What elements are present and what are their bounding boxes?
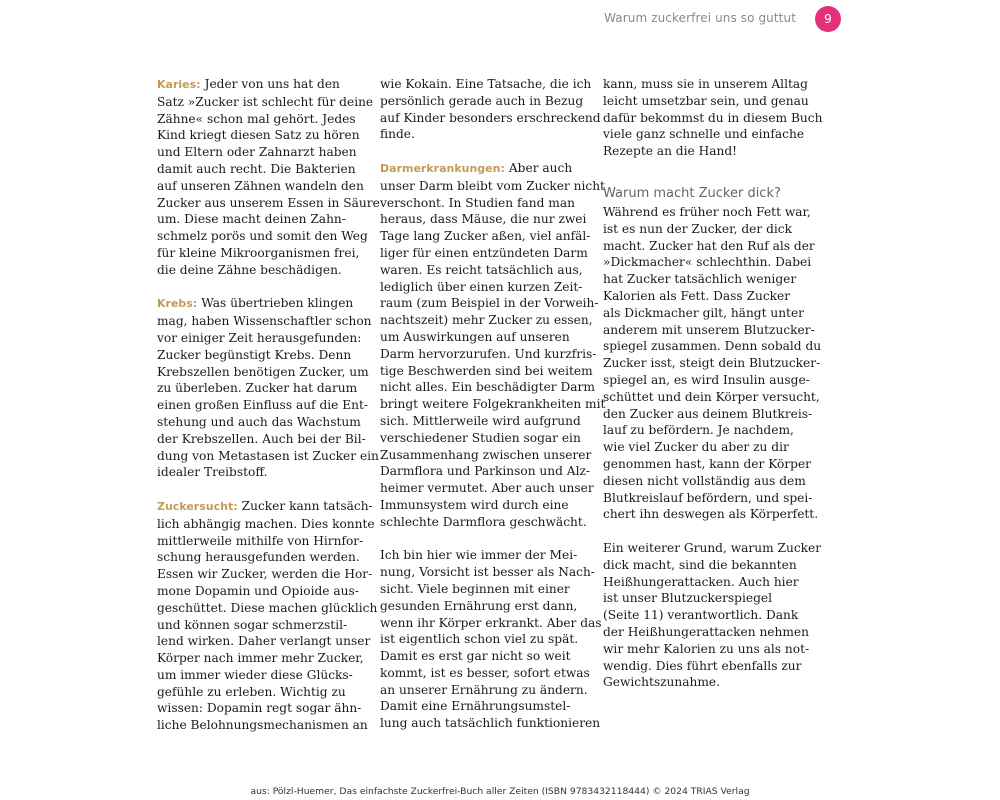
- line-text: kommt, ist es besser, sofort etwas: [380, 665, 590, 680]
- line-text: lung auch tatsächlich funktionieren: [380, 716, 601, 731]
- text-line: [157, 127, 360, 144]
- text-line: [603, 439, 797, 456]
- line-text: finde.: [380, 127, 415, 142]
- line-text: chert ihn deswegen als Körperfett.: [603, 507, 819, 522]
- line-text: Jeder von uns hat den: [204, 77, 340, 91]
- line-text: sicht. Viele beginnen mit einer: [380, 581, 570, 596]
- text-line: [603, 76, 808, 93]
- line-text: liche Belohnungsmechanismen an: [157, 718, 368, 733]
- line-text: lend wirken. Daher verlangt unser: [157, 634, 371, 649]
- line-text: heraus, dass Mäuse, die nur zwei: [380, 212, 587, 227]
- line-text: Rezepte an die Hand!: [603, 144, 738, 159]
- text-line: [380, 447, 592, 464]
- text-column-2: [380, 76, 606, 732]
- line-text: wir mehr Kalorien zu uns als not-: [603, 641, 810, 656]
- text-line: [157, 178, 364, 195]
- line-text: wenn ihr Körper erkrankt. Aber das: [380, 615, 602, 630]
- text-line: [157, 700, 362, 717]
- line-text: lauf zu befördern. Je nachdem,: [603, 423, 794, 438]
- text-line: [157, 144, 357, 161]
- text-line: [380, 396, 606, 413]
- line-text: waren. Es reicht tatsächlich aus,: [380, 262, 583, 277]
- line-text: Zähne« schon mal gehört. Jedes: [157, 111, 356, 126]
- line-text: lich abhängig machen. Dies konnte: [157, 516, 375, 531]
- text-line: [380, 413, 581, 430]
- line-text: wendig. Dies führt ebenfalls zur: [603, 658, 802, 673]
- line-text: der Heißhungerattacken nehmen: [603, 624, 809, 639]
- line-text: Ich bin hier wie immer der Mei-: [380, 548, 578, 563]
- text-line: [603, 624, 809, 641]
- line-text: dung von Metastasen ist Zucker ein: [157, 448, 379, 463]
- text-line: [380, 715, 601, 732]
- line-text: spiegel zusammen. Denn sobald du: [603, 339, 822, 354]
- text-line: [603, 540, 822, 557]
- line-text: ist unser Blutzuckerspiegel: [603, 591, 772, 606]
- text-line: [603, 607, 797, 624]
- text-line: [157, 295, 357, 313]
- line-text: dafür bekommst du in diesem Buch: [603, 110, 823, 125]
- text-line: [157, 414, 361, 431]
- text-column-1: [157, 76, 380, 734]
- text-line: [603, 338, 822, 355]
- text-line: [157, 717, 368, 734]
- line-text: vor einiger Zeit herausgefunden:: [157, 330, 362, 345]
- line-text: auf Kinder besonders erschreckend: [380, 110, 601, 125]
- paragraph-vorsicht: [380, 547, 602, 732]
- line-text: auf unseren Zähnen wandeln den: [157, 178, 364, 193]
- keyword-label: Zuckersucht:: [157, 499, 238, 513]
- paragraph-zuckersucht: [157, 498, 378, 734]
- text-line: [157, 583, 357, 600]
- line-text: nachtszeit) mehr Zucker zu essen,: [380, 313, 593, 328]
- text-line: [380, 463, 591, 480]
- line-text: liger für einen entzündeten Darm: [380, 245, 588, 260]
- text-line: [157, 313, 372, 330]
- text-line: [380, 615, 602, 632]
- text-line: [157, 94, 374, 111]
- text-line: [157, 533, 364, 550]
- line-text: und können sogar schmerzstil-: [157, 617, 348, 632]
- line-text: Was übertrieben klingen: [201, 296, 354, 311]
- text-line: [380, 547, 578, 564]
- text-line: [157, 633, 371, 650]
- text-line: [380, 76, 592, 93]
- text-line: [603, 355, 821, 372]
- paragraph-darmerkrankungen: [380, 160, 606, 531]
- text-line: [380, 329, 578, 346]
- line-text: stehung und auch das Wachstum: [157, 414, 361, 429]
- text-line: [603, 456, 811, 473]
- line-text: Tage lang Zucker aßen, viel anfäl-: [380, 229, 591, 244]
- keyword-label: Karies:: [157, 78, 201, 91]
- line-text: nicht alles. Ein beschädigter Darm: [380, 380, 595, 395]
- text-line: [380, 195, 578, 212]
- text-line: [603, 506, 819, 523]
- text-line: [380, 245, 588, 262]
- text-line: [157, 498, 373, 516]
- line-text: Immunsystem wird durch eine: [380, 497, 569, 512]
- running-head-title: Warum zuckerfrei uns so guttut: [604, 11, 796, 25]
- line-text: die deine Zähne beschädigen.: [157, 262, 342, 277]
- text-line: [603, 473, 806, 490]
- section-heading: Warum macht Zucker dick?: [603, 185, 781, 201]
- paragraph-rezepte-continuation: [603, 76, 823, 160]
- line-text: Während es früher noch Fett war,: [603, 204, 811, 219]
- line-text: den Zucker aus deinem Blutkreis-: [603, 406, 813, 421]
- text-line: [603, 271, 797, 288]
- footer-credit: aus: Pölzl-Huemer, Das einfachste Zuckerfrei-Buch aller Zeiten (ISBN 9783432118444) © 2024 TRIAS Verlag: [250, 786, 750, 797]
- paragraph-dickmacher: [603, 204, 822, 523]
- text-line: [157, 245, 360, 262]
- text-line: [603, 126, 805, 143]
- text-line: [157, 111, 357, 128]
- line-text: Satz »Zucker ist schlecht für deine: [157, 94, 374, 109]
- line-text: Damit es erst gar nicht so weit: [380, 649, 571, 664]
- line-text: schlechte Darmflora geschwächt.: [380, 514, 587, 529]
- text-line: [380, 178, 605, 195]
- line-text: an unserer Ernährung zu ändern.: [380, 682, 588, 697]
- line-text: Aber auch: [508, 160, 573, 175]
- line-text: Kalorien als Fett. Dass Zucker: [603, 288, 791, 303]
- keyword-label: Darmerkrankungen:: [380, 161, 505, 175]
- text-line: [157, 364, 369, 381]
- paragraph-heisshunger: [603, 540, 822, 691]
- line-text: mittlerweile mithilfe von Hirnfor-: [157, 533, 364, 548]
- text-line: [380, 514, 587, 531]
- text-line: [603, 490, 813, 507]
- line-text: Blutkreislauf befördern, und spei-: [603, 490, 813, 505]
- text-line: [603, 422, 797, 439]
- line-text: Zucker begünstigt Krebs. Denn: [157, 347, 352, 362]
- text-line: [380, 363, 593, 380]
- line-text: Darm hervorzurufen. Und kurzfris-: [380, 346, 597, 361]
- text-line: [603, 305, 804, 322]
- line-text: einen großen Einfluss auf die Ent-: [157, 398, 368, 413]
- text-line: [157, 161, 357, 178]
- text-line: [157, 211, 357, 228]
- line-text: gesunden Ernährung erst dann,: [380, 598, 578, 613]
- text-line: [380, 480, 594, 497]
- text-line: [603, 574, 797, 591]
- text-line: [380, 682, 588, 699]
- text-line: [157, 516, 375, 533]
- text-line: [380, 279, 583, 296]
- line-text: viele ganz schnelle und einfache: [603, 127, 805, 142]
- line-text: genommen hast, kann der Körper: [603, 456, 811, 471]
- text-line: [157, 380, 357, 397]
- text-line: [380, 346, 597, 363]
- text-line: [380, 211, 587, 228]
- text-line: [380, 110, 601, 127]
- text-line: [603, 674, 797, 691]
- text-line: [157, 617, 357, 634]
- line-text: sich. Mittlerweile wird aufgrund: [380, 413, 581, 428]
- line-text: Essen wir Zucker, werden die Hor-: [157, 567, 373, 582]
- line-text: Krebszellen benötigen Zucker, um: [157, 364, 369, 379]
- text-line: [603, 372, 810, 389]
- text-line: [157, 76, 357, 94]
- line-text: Damit eine Ernährungsumstel-: [380, 699, 571, 714]
- line-text: Zucker isst, steigt dein Blutzucker-: [603, 356, 821, 371]
- line-text: Zucker aus unserem Essen in Säure: [157, 195, 380, 210]
- text-line: [603, 254, 812, 271]
- line-text: der Krebszellen. Auch bei der Bil-: [157, 431, 366, 446]
- text-line: [603, 110, 823, 127]
- text-line: [157, 397, 368, 414]
- line-text: für kleine Mikroorganismen frei,: [157, 245, 360, 260]
- text-line: [603, 238, 815, 255]
- text-line: [157, 448, 379, 465]
- paragraph-krebs: [157, 295, 379, 481]
- text-line: [380, 160, 578, 178]
- text-line: [603, 389, 820, 406]
- text-line: [380, 228, 591, 245]
- text-line: [157, 228, 368, 245]
- line-text: damit auch recht. Die Bakterien: [157, 161, 356, 176]
- text-line: [603, 204, 811, 221]
- line-text: hat Zucker tatsächlich weniger: [603, 272, 797, 287]
- line-text: raum (zum Beispiel in der Vorweih-: [380, 296, 599, 311]
- line-text: heimer vermutet. Aber auch unser: [380, 481, 594, 496]
- line-text: wie Kokain. Eine Tatsache, die ich: [380, 77, 592, 91]
- keyword-label: Krebs:: [157, 297, 198, 311]
- text-line: [380, 379, 595, 396]
- text-line: [603, 557, 797, 574]
- text-line: [380, 648, 578, 665]
- text-line: [380, 262, 583, 279]
- line-text: wissen: Dopamin regt sogar ähn-: [157, 701, 362, 716]
- text-line: [380, 598, 578, 615]
- text-line: [603, 641, 810, 658]
- line-text: Heißhungerattacken. Auch hier: [603, 574, 799, 589]
- line-text: schüttet und dein Körper versucht,: [603, 389, 820, 404]
- line-text: lediglich über einen kurzen Zeit-: [380, 279, 583, 294]
- line-text: diesen nicht vollständig aus dem: [603, 473, 806, 488]
- line-text: (Seite 11) verantwortlich. Dank: [603, 608, 799, 623]
- line-text: tige Beschwerden sind bei weitem: [380, 363, 593, 378]
- text-line: [603, 221, 797, 238]
- line-text: »Dickmacher« schlechthin. Dabei: [603, 255, 812, 270]
- text-line: [380, 698, 578, 715]
- line-text: wie viel Zucker du aber zu dir: [603, 440, 789, 455]
- line-text: Zusammenhang zwischen unserer: [380, 447, 592, 462]
- text-line: [380, 581, 578, 598]
- text-line: [157, 667, 357, 684]
- text-line: [157, 330, 362, 347]
- text-line: [157, 684, 357, 701]
- text-line: [157, 566, 373, 583]
- line-text: und Eltern oder Zahnarzt haben: [157, 145, 357, 160]
- line-text: Körper nach immer mehr Zucker,: [157, 651, 364, 666]
- text-line: [603, 658, 802, 675]
- line-text: Gewichtszunahme.: [603, 675, 720, 690]
- line-text: gefühle zu erleben. Wichtig zu: [157, 684, 346, 699]
- line-text: als Dickmacher gilt, hängt unter: [603, 305, 804, 320]
- text-line: [157, 347, 357, 364]
- page-number-badge: 9: [815, 6, 841, 32]
- line-text: zu überleben. Zucker hat darum: [157, 381, 358, 396]
- text-line: [380, 430, 581, 447]
- text-line: [157, 431, 366, 448]
- line-text: Ein weiterer Grund, warum Zucker: [603, 540, 822, 555]
- text-line: [380, 631, 578, 648]
- text-line: [380, 93, 584, 110]
- line-text: verschiedener Studien sogar ein: [380, 430, 581, 445]
- line-text: ist es nun der Zucker, der dick: [603, 221, 793, 236]
- text-line: [380, 295, 599, 312]
- line-text: persönlich gerade auch in Bezug: [380, 93, 584, 108]
- text-line: [380, 564, 595, 581]
- line-text: macht. Zucker hat den Ruf als der: [603, 238, 815, 253]
- line-text: mag, haben Wissenschaftler schon: [157, 314, 372, 329]
- line-text: schmelz porös und somit den Weg: [157, 229, 368, 244]
- text-line: [157, 195, 380, 212]
- line-text: spiegel an, es wird Insulin ausge-: [603, 372, 810, 387]
- paragraph-kokain-continuation: [380, 76, 601, 143]
- text-line: [603, 322, 815, 339]
- text-line: [380, 497, 578, 514]
- text-line: [380, 312, 593, 329]
- text-line: [157, 262, 357, 279]
- text-line: [157, 549, 360, 566]
- text-line: [157, 600, 378, 617]
- line-text: verschont. In Studien fand man: [380, 195, 575, 210]
- text-line: [603, 93, 809, 110]
- line-text: Darmflora und Parkinson und Alz-: [380, 464, 591, 479]
- line-text: bringt weitere Folgekrankheiten mit: [380, 397, 606, 412]
- line-text: um. Diese macht deinen Zahn-: [157, 212, 346, 227]
- text-line: [603, 590, 797, 607]
- line-text: schung herausgefunden werden.: [157, 550, 360, 565]
- line-text: um immer wieder diese Glücks-: [157, 667, 353, 682]
- line-text: anderem mit unserem Blutzucker-: [603, 322, 815, 337]
- line-text: Zucker kann tatsäch-: [241, 498, 373, 513]
- line-text: unser Darm bleibt vom Zucker nicht: [380, 178, 605, 193]
- line-text: mone Dopamin und Opioide aus-: [157, 583, 359, 598]
- text-line: [380, 126, 578, 143]
- line-text: ist eigentlich schon viel zu spät.: [380, 632, 579, 647]
- paragraph-karies: [157, 76, 380, 279]
- text-line: [157, 650, 364, 667]
- line-text: geschüttet. Diese machen glücklich: [157, 600, 378, 615]
- text-line: [603, 406, 813, 423]
- line-text: um Auswirkungen auf unseren: [380, 329, 570, 344]
- text-column-3: [603, 76, 823, 691]
- line-text: dick macht, sind die bekannten: [603, 557, 797, 572]
- line-text: Kind kriegt diesen Satz zu hören: [157, 128, 360, 143]
- text-line: [603, 288, 797, 305]
- text-line: [603, 143, 797, 160]
- line-text: nung, Vorsicht ist besser als Nach-: [380, 565, 595, 580]
- text-line: [157, 464, 357, 481]
- text-line: [380, 665, 590, 682]
- line-text: idealer Treibstoff.: [157, 465, 268, 480]
- line-text: leicht umsetzbar sein, und genau: [603, 93, 809, 108]
- line-text: kann, muss sie in unserem Alltag: [603, 77, 808, 91]
